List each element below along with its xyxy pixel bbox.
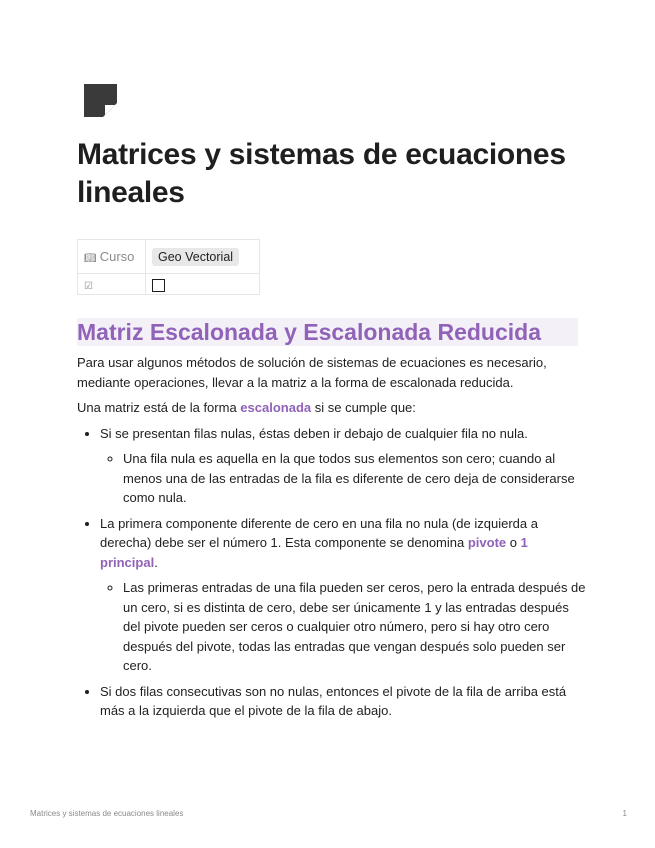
definition-paragraph: Una matriz está de la forma escalonada si se cumple que: xyxy=(77,400,416,415)
property-checkbox-value[interactable] xyxy=(146,274,260,295)
sub-list xyxy=(100,449,587,508)
properties-table xyxy=(77,239,260,295)
property-course xyxy=(78,240,146,274)
sub-list-item: ◦ Una fila nula es aquella en la que todos sus elementos son cero; cuando al menos una de las entradas de la fila es diferente de cero deja de considerarse como nula. xyxy=(123,449,587,508)
section-heading: Matriz Escalonada y Escalonada Reducida xyxy=(77,318,578,346)
page-number: 1 xyxy=(622,809,627,818)
list-item: • La primera componente diferente de cero en una fila no nula (de izquierda a derecha) debe ser el número 1. Esta componente se denomina pivote o 1 principal. ◦ Las primeras entradas de una fila pueden ser ceros, pero la entrada después de un cero, si es distinta de cero, debe ser únicamente 1 y las entradas después del pivote pueden ser ceros o cualquier otro número, pero si hay otro cero después del pivote, todas las entradas que vengan después solo pueden ser cero. xyxy=(100,514,587,676)
sub-list-item: ◦ Las primeras entradas de una fila pueden ser ceros, pero la entrada después de un cero, si es distinta de cero, debe ser únicamente 1 y las entradas después del pivote pueden ser ceros o cualquier otro número, pero si hay otro cero después del pivote, todas las entradas que vengan después solo pueden ser cero. xyxy=(123,578,587,676)
list-item: • Si se presentan filas nulas, éstas deben ir debajo de cualquier fila no nula. ◦ Una fila nula es aquella en la que todos sus elementos son cero; cuando al menos una de las entradas de la fila es diferente de cero deja de considerarse como nula. xyxy=(100,424,587,508)
conditions-list xyxy=(77,424,587,721)
property-checkbox-name xyxy=(78,274,146,295)
highlight-pivote: pivote xyxy=(467,535,507,550)
footer-title: Matrices y sistemas de ecuaciones lineales xyxy=(30,809,184,818)
course-tag[interactable]: Geo Vectorial xyxy=(152,248,239,266)
highlight-escalonada: escalonada xyxy=(240,400,312,415)
checkbox-icon: ☑ xyxy=(84,280,93,292)
property-course-label: Curso xyxy=(99,249,135,264)
property-course-value[interactable] xyxy=(146,240,260,274)
section-body xyxy=(77,353,587,727)
sub-list xyxy=(100,578,587,676)
highlight-1-principal: 1 principal xyxy=(100,535,528,570)
list-item: • Si dos filas consecutivas son no nulas, entonces el pivote de la fila de arriba está más a la izquierda que el pivote de la fila de abajo. xyxy=(100,682,587,721)
book-icon: 📖︎ xyxy=(84,253,97,264)
page-fold-icon xyxy=(84,84,117,117)
page-title: Matrices y sistemas de ecuaciones lineales xyxy=(77,138,566,209)
intro-paragraph: Para usar algunos métodos de solución de sistemas de ecuaciones es necesario, mediante operaciones, llevar a la matriz a la forma de escalonada reducida. xyxy=(77,355,547,390)
property-checkbox[interactable] xyxy=(152,279,165,292)
